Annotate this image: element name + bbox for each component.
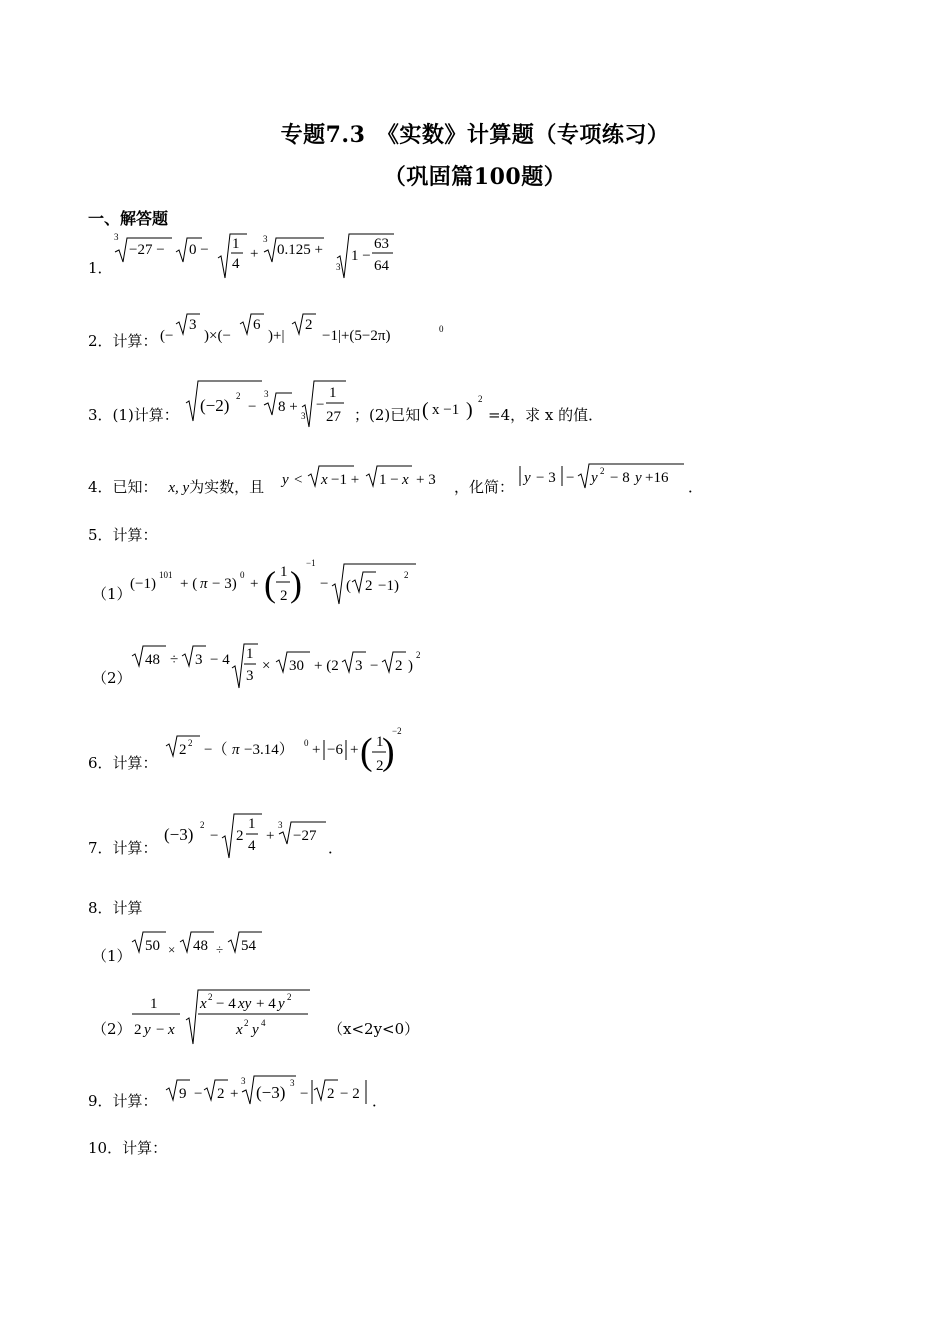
svg-text:0: 0: [304, 738, 309, 748]
question-number: 7．: [88, 839, 113, 857]
question-text: 为实数，且: [189, 478, 265, 496]
question-7-formula: [164, 810, 334, 862]
svg-text:4: 4: [248, 838, 256, 854]
svg-text:0: 0: [240, 570, 245, 580]
svg-text:y: y: [282, 472, 289, 488]
svg-text:9: 9: [179, 1086, 187, 1102]
svg-text:3: 3: [355, 658, 363, 674]
svg-text:)+|: )+|: [268, 328, 285, 344]
svg-text:2: 2: [404, 570, 409, 580]
question-prompt: 已知：: [112, 478, 158, 496]
question-9-end: [372, 1090, 387, 1111]
question-1: [88, 257, 113, 278]
svg-text:÷: ÷: [170, 652, 179, 668]
svg-text:y: y: [278, 996, 285, 1012]
question-3-part-2: [354, 404, 420, 425]
svg-text:)×(−: )×(−: [204, 328, 231, 344]
svg-text:4: 4: [261, 1018, 266, 1028]
question-number: 10．: [88, 1139, 123, 1157]
svg-text:1: 1: [246, 646, 254, 662]
condition-text: （x<2y<0）: [328, 1020, 420, 1038]
question-8-part-1-formula: [130, 928, 270, 960]
svg-text:1: 1: [232, 236, 240, 252]
question-text: ．: [372, 1092, 388, 1110]
svg-text:64: 64: [374, 258, 389, 274]
svg-text:(−3): (−3): [256, 1083, 286, 1102]
svg-text:−: −: [210, 828, 219, 844]
svg-text:−3.14）: −3.14）: [244, 742, 294, 758]
svg-text:−6: −6: [327, 742, 343, 758]
svg-text:1: 1: [376, 734, 384, 750]
svg-text:x: x: [200, 996, 207, 1012]
question-6-formula-tail: [384, 724, 414, 780]
question-5-part-1-formula: [130, 558, 430, 610]
question-prompt: 计算：: [112, 754, 158, 772]
svg-text:3: 3: [246, 668, 254, 684]
svg-text:101: 101: [159, 570, 173, 580]
svg-text:(: (: [422, 399, 429, 421]
svg-text:(−1): (−1): [130, 576, 156, 592]
question-8-condition: [328, 1018, 419, 1039]
svg-text:÷: ÷: [216, 942, 224, 957]
question-6-formula: [164, 724, 394, 780]
svg-text:−: −: [194, 1086, 203, 1102]
question-3-tail: [488, 404, 603, 425]
svg-text:2: 2: [305, 317, 313, 333]
svg-text:π: π: [232, 742, 240, 758]
svg-text:2: 2: [600, 466, 605, 476]
svg-text:−: −: [370, 658, 379, 674]
svg-text:2: 2: [287, 992, 292, 1002]
variables: x, y: [168, 480, 190, 496]
svg-text:−27: −27: [293, 828, 317, 844]
svg-text:3: 3: [278, 820, 283, 830]
svg-text:y: y: [524, 470, 531, 486]
question-number: 9．: [88, 1092, 113, 1110]
question-number: 8．: [88, 899, 113, 917]
svg-text:−（: −（: [204, 742, 228, 758]
svg-text:−27 −: −27 −: [129, 242, 165, 258]
svg-text:+: +: [312, 742, 321, 758]
page-title: 专题7.3 《实数》计算题（专项练习）: [280, 122, 670, 148]
svg-text:54: 54: [241, 938, 256, 954]
question-4: [88, 476, 264, 497]
question-6: [88, 752, 158, 773]
question-number: 6．: [88, 754, 113, 772]
question-4-end: [688, 476, 703, 497]
svg-text:−: −: [566, 470, 575, 486]
page-subtitle: （巩固篇100题）: [383, 164, 567, 190]
question-prompt: (1)计算：: [112, 406, 179, 424]
question-3-formula-a: [184, 377, 354, 429]
svg-text:− 3: − 3: [536, 470, 556, 486]
svg-text:×: ×: [168, 942, 176, 957]
svg-text:): ): [466, 399, 473, 421]
svg-text:63: 63: [374, 236, 389, 252]
question-9-formula: [164, 1072, 374, 1108]
question-7: [88, 837, 158, 858]
svg-text:−: −: [248, 399, 257, 415]
svg-text:3: 3: [189, 317, 197, 333]
svg-text:+16: +16: [645, 470, 669, 486]
svg-text:xy: xy: [238, 996, 252, 1012]
svg-text:−: −: [156, 1022, 165, 1038]
question-2: [88, 330, 158, 351]
question-7-end: [328, 837, 343, 858]
svg-text:+: +: [350, 742, 359, 758]
question-prompt: 计算：: [112, 839, 158, 857]
svg-text:− 3): − 3): [212, 576, 237, 592]
question-number: 2．: [88, 332, 113, 350]
svg-text:−2: −2: [392, 726, 402, 736]
svg-text:50: 50: [145, 938, 160, 954]
svg-text:−1: −1: [306, 558, 316, 568]
svg-text:−: −: [316, 397, 325, 413]
svg-text:): ): [382, 731, 395, 773]
svg-text:1 −: 1 −: [351, 248, 371, 264]
question-8-part-1-label: （1）: [92, 947, 132, 965]
question-4-formula-a: [282, 462, 462, 492]
svg-text:x: x: [236, 1022, 243, 1038]
svg-text:y: y: [635, 470, 642, 486]
svg-text:+: +: [250, 576, 259, 592]
svg-text:2: 2: [217, 1086, 225, 1102]
question-8-part-2-formula: [130, 986, 320, 1046]
svg-text:+ 4: + 4: [256, 996, 276, 1012]
question-3: [88, 404, 179, 425]
question-number: 1．: [88, 259, 113, 277]
question-4-formula-b: [518, 460, 688, 492]
svg-text:2: 2: [244, 1018, 249, 1028]
svg-text:x −1: x −1: [432, 402, 460, 418]
svg-text:2: 2: [200, 820, 205, 830]
svg-text:): ): [408, 658, 413, 674]
question-prompt: 计算：: [112, 1092, 158, 1110]
svg-text:1: 1: [150, 996, 158, 1012]
svg-text:48: 48: [193, 938, 208, 954]
svg-text:3: 3: [241, 1076, 246, 1086]
svg-text:3: 3: [290, 1078, 295, 1088]
question-text: ；(2)已知: [354, 406, 421, 424]
svg-text:3: 3: [336, 262, 341, 272]
question-8-part-2-label: （2）: [92, 1020, 132, 1038]
svg-text:0 −: 0 −: [189, 242, 209, 258]
svg-text:2: 2: [416, 650, 421, 660]
svg-text:2: 2: [134, 1022, 142, 1038]
svg-text:+ 3: + 3: [416, 472, 436, 488]
svg-text:2: 2: [395, 658, 403, 674]
svg-text:+: +: [266, 828, 275, 844]
question-5-part-2-formula: [130, 640, 430, 694]
svg-text:2: 2: [188, 738, 193, 748]
svg-text:x: x: [402, 472, 409, 488]
question-text: ，化简：: [454, 478, 515, 496]
svg-text:0: 0: [439, 324, 444, 334]
svg-text:×: ×: [262, 658, 271, 674]
question-number: 4．: [88, 478, 113, 496]
question-3-formula-b: [422, 390, 492, 426]
svg-text:− 2: − 2: [340, 1086, 360, 1102]
svg-text:30: 30: [289, 658, 304, 674]
svg-text:y: y: [144, 1022, 151, 1038]
svg-text:+ (2: + (2: [314, 658, 339, 674]
svg-text:1: 1: [280, 564, 288, 580]
svg-text:−: −: [300, 1086, 309, 1102]
svg-text:(: (: [360, 731, 373, 773]
question-text: =4，求 x 的值．: [488, 406, 604, 424]
svg-text:y: y: [252, 1022, 259, 1038]
svg-text:): ): [290, 564, 302, 604]
svg-text:− 4: − 4: [210, 652, 230, 668]
svg-text:+ (: + (: [180, 576, 198, 592]
svg-text:6: 6: [253, 317, 261, 333]
svg-text:8 +: 8 +: [278, 399, 298, 415]
svg-text:2: 2: [376, 758, 384, 774]
question-prompt: 计算: [112, 899, 143, 917]
svg-text:3: 3: [263, 234, 268, 244]
svg-text:−1): −1): [378, 578, 399, 594]
section-heading: 一、解答题: [88, 209, 169, 228]
svg-text:(−2): (−2): [200, 396, 230, 415]
question-2-formula: [160, 312, 460, 348]
svg-text:3: 3: [264, 389, 269, 399]
question-prompt: 计算：: [112, 332, 158, 350]
svg-text:−: −: [320, 576, 329, 592]
svg-text:(: (: [264, 564, 276, 604]
svg-text:27: 27: [326, 409, 341, 425]
svg-text:4: 4: [232, 256, 240, 272]
question-number: 5．: [88, 526, 113, 544]
svg-text:−1|+(5−2π): −1|+(5−2π): [322, 328, 391, 344]
svg-text:y: y: [591, 470, 598, 486]
svg-text:3: 3: [114, 232, 119, 242]
svg-text:1: 1: [329, 385, 337, 401]
svg-text:1: 1: [248, 816, 256, 832]
question-number: 3．: [88, 406, 113, 424]
svg-text:2: 2: [236, 828, 244, 844]
question-1-formula: [112, 230, 412, 284]
question-8: [88, 897, 143, 918]
svg-text:−1 +: −1 +: [331, 472, 360, 488]
question-9: [88, 1090, 158, 1111]
svg-text:π: π: [200, 576, 208, 592]
svg-text:3: 3: [301, 411, 306, 421]
question-5-part-1-label: （1）: [92, 585, 132, 603]
question-5: [88, 524, 158, 545]
svg-text:2: 2: [365, 578, 373, 594]
svg-text:48: 48: [145, 652, 160, 668]
svg-text:(: (: [346, 578, 351, 594]
question-5-part-2-label: （2）: [92, 669, 132, 687]
svg-text:2: 2: [179, 742, 187, 758]
svg-text:+: +: [250, 246, 259, 262]
svg-text:x: x: [168, 1022, 175, 1038]
svg-text:<: <: [294, 472, 303, 488]
question-prompt: 计算：: [112, 526, 158, 544]
svg-text:2: 2: [208, 992, 213, 1002]
svg-text:2: 2: [236, 391, 241, 401]
svg-text:2: 2: [327, 1086, 335, 1102]
svg-text:(−3): (−3): [164, 825, 194, 844]
question-text: ．: [328, 839, 344, 857]
svg-text:2: 2: [280, 588, 288, 604]
svg-text:3: 3: [195, 652, 203, 668]
svg-text:1 −: 1 −: [379, 472, 399, 488]
svg-text:2: 2: [478, 394, 483, 404]
svg-text:0.125 +: 0.125 +: [277, 242, 323, 258]
svg-text:x: x: [321, 472, 328, 488]
svg-text:(−: (−: [160, 328, 174, 344]
svg-text:− 4: − 4: [216, 996, 236, 1012]
svg-text:− 8: − 8: [610, 470, 630, 486]
question-4-mid: [454, 476, 514, 497]
question-10: [88, 1137, 167, 1158]
question-prompt: 计算：: [122, 1139, 168, 1157]
svg-text:+: +: [230, 1086, 239, 1102]
question-text: ．: [688, 478, 704, 496]
